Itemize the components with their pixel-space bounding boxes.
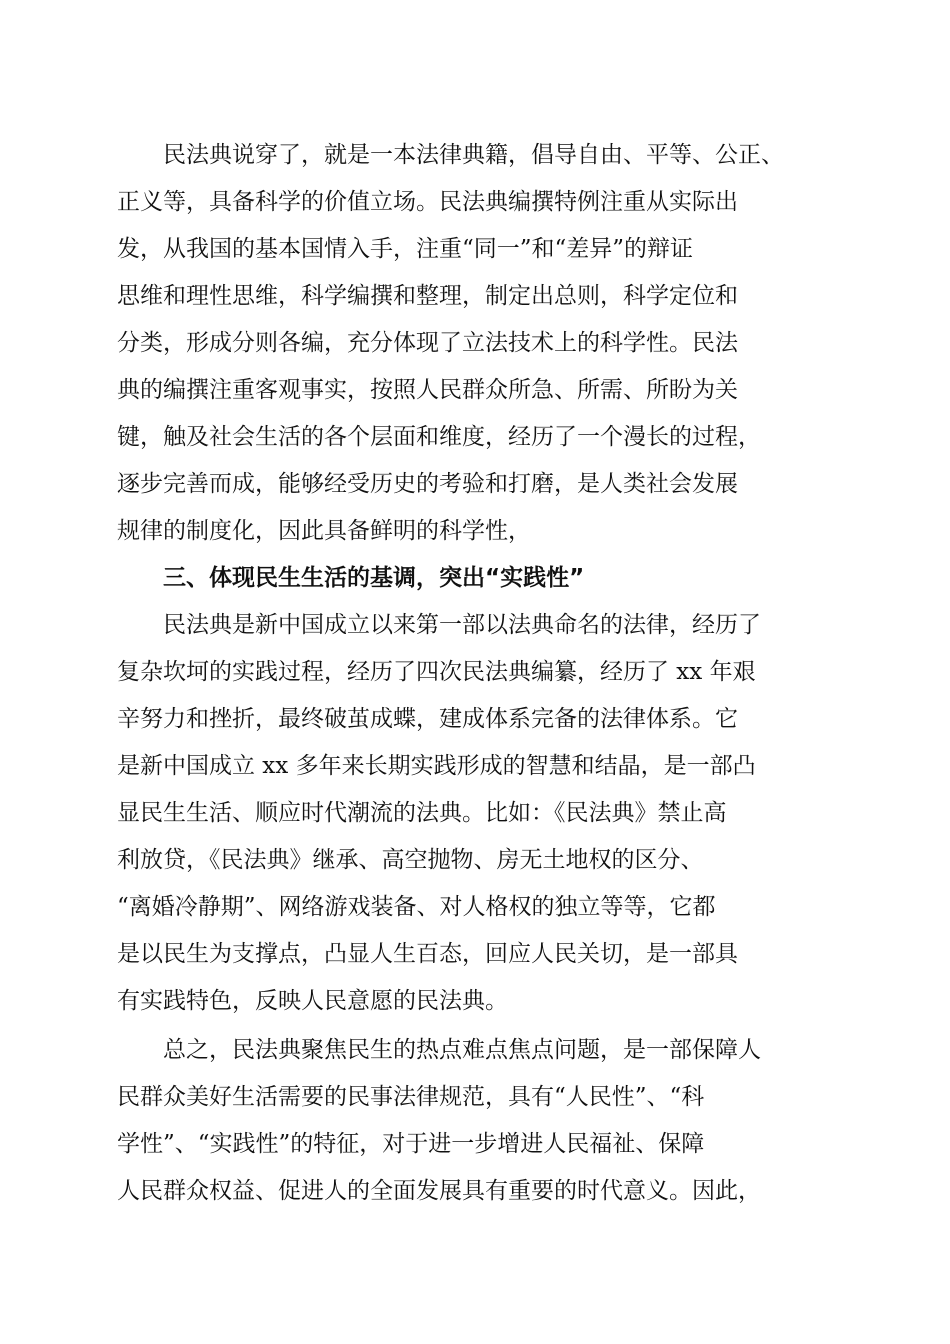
text-line: 利放贷，《民法典》继承、高空抛物、房无土地权的区分、 (117, 847, 704, 873)
text-line: 正义等，具备科学的价值立场。民法典编撰特例注重从实际出 (117, 189, 738, 215)
text-line: 民法典是新中国成立以来第一部以法典命名的法律，经历了 (117, 612, 761, 638)
text-line: 总之，民法典聚焦民生的热点难点焦点问题，是一部保障人 (117, 1037, 761, 1063)
text-line: 民法典说穿了，就是一本法律典籍，倡导自由、平等、公正、 (117, 142, 784, 168)
text-line: 分类，形成分则各编，充分体现了立法技术上的科学性。民法 (117, 330, 738, 356)
text-line: 民群众美好生活需要的民事法律规范，具有“人民性”、“科 (117, 1084, 705, 1110)
text-line: 发，从我国的基本国情入手，注重“同一”和“差异”的辩证 (117, 236, 694, 262)
text-line: 键，触及社会生活的各个层面和维度，经历了一个漫长的过程， (117, 424, 761, 450)
text-line: 辛努力和挫折，最终破茧成蝶，建成体系完备的法律体系。它 (117, 706, 738, 732)
text-line: 有实践特色，反映人民意愿的民法典。 (117, 988, 508, 1014)
text-line: 是新中国成立 xx 多年来长期实践形成的智慧和结晶，是一部凸 (117, 753, 756, 779)
text-line: 思维和理性思维，科学编撰和整理，制定出总则，科学定位和 (117, 283, 738, 309)
text-line: 复杂坎坷的实践过程，经历了四次民法典编纂，经历了 xx 年艰 (117, 659, 756, 685)
text-line: 逐步完善而成，能够经受历史的考验和打磨，是人类社会发展 (117, 471, 738, 497)
section-heading: 三、体现民生生活的基调，突出“实践性” (117, 565, 585, 591)
text-line: 是以民生为支撑点，凸显人生百态，回应人民关切，是一部具 (117, 941, 738, 967)
text-line: “离婚冷静期”、网络游戏装备、对人格权的独立等等，它都 (117, 894, 716, 920)
text-line: 学性”、“实践性”的特征，对于进一步增进人民福祉、保障 (117, 1131, 705, 1157)
text-line: 规律的制度化，因此具备鲜明的科学性， (117, 518, 531, 544)
text-line: 人民群众权益、促进人的全面发展具有重要的时代意义。因此， (117, 1178, 761, 1204)
text-line: 典的编撰注重客观事实，按照人民群众所急、所需、所盼为关 (117, 377, 738, 403)
text-line: 显民生生活、顺应时代潮流的法典。比如：《民法典》禁止高 (117, 800, 727, 826)
